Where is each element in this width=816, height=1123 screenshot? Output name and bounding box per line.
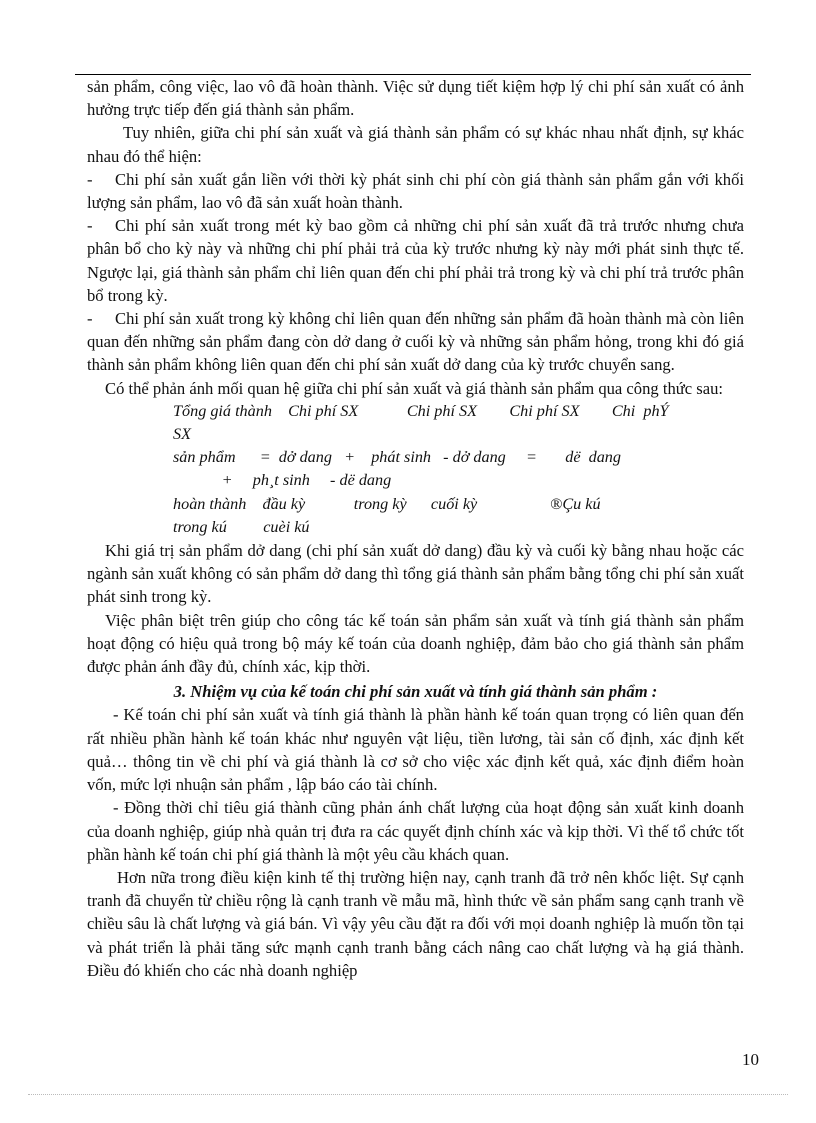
section-heading: 3. Nhiệm vụ của kế toán chi phí sản xuất và tính giá thành sản phẩm : (173, 682, 658, 702)
bullet-item (87, 214, 744, 307)
formula-line: trong kú cuèi kú (173, 517, 310, 536)
formula-line: Tổng giá thành Chi phí SX Chi phí SX Chi phí SX Chi phÝ (173, 401, 669, 420)
formula-line: + ph¸t sinh - dë dang (173, 471, 392, 490)
footer-rule (28, 1094, 788, 1095)
page-number: 10 (742, 1050, 759, 1069)
document-body (87, 75, 744, 982)
paragraph: Việc phân biệt trên giúp cho công tác kế toán sản phẩm sản xuất và tính giá thành sản phẩm hoạt động có hiệu quả trong bộ máy kế toán của doanh nghiệp, đảm bảo cho giá thành sản phẩm được phản ánh đầy đủ, chính xác, kịp thời. (87, 610, 744, 677)
bullet-text: Chi phí sản xuất trong kỳ không chỉ liên quan đến những sản phẩm đã hoàn thành mà còn liên quan đến những sản phẩm đang còn dở dang ở cuối kỳ và những sản phẩm hỏng, trong khi đó giá thành sản phẩm không liên quan đến chi phí sản xuất dở dang của kỳ trước chuyển sang. (87, 309, 744, 375)
bullet-item (87, 703, 744, 796)
bullet-item (87, 168, 744, 214)
bullet-item (87, 796, 744, 866)
paragraph: Hơn nữa trong điều kiện kinh tế thị trường hiện nay, cạnh tranh đã trở nên khốc liệt. Sự cạnh tranh đã chuyển từ chiều rộng là cạnh tranh về mẫu mã, hình thức về sản phẩm sang cạnh tranh về chiều sâu là chất lượng và giá bán. Vì vậy yêu cầu đặt ra đối với mọi doanh nghiệp là muốn tồn tại và phát triển là phải tăng sức mạnh cạnh tranh bằng cách nâng cao chất lượng và hạ giá thành. Điều đó khiến cho các nhà doanh nghiệp (87, 867, 744, 980)
bullet-text: Đồng thời chỉ tiêu giá thành cũng phản ánh chất lượng của hoạt động sản xuất kinh doanh của doanh nghiệp, giúp nhà quản trị đưa ra các quyết định chính xác và kịp thời. Vì thế tổ chức tốt phần hành kế toán chi phí giá thành là một yêu cầu khách quan. (87, 798, 744, 864)
bullet-dash: - (87, 169, 93, 189)
bullet-item (87, 307, 744, 377)
paragraph: sản phẩm, công việc, lao vô đã hoàn thành. Việc sử dụng tiết kiệm hợp lý chi phí sản xuất có ảnh hưởng trực tiếp đến giá thành sản phẩm. (87, 77, 744, 120)
formula-block (87, 400, 744, 539)
formula-line: sản phẩm = dở dang + phát sinh - dở dang = dë dang (173, 448, 621, 467)
bullet-text: Chi phí sản xuất gắn liền với thời kỳ phát sinh chi phí còn giá thành sản phẩm gắn với khối lượng sản phẩm, lao vô đã sản xuất hoàn thành. (87, 169, 744, 213)
formula-intro: Có thể phản ánh mối quan hệ giữa chi phí sản xuất và giá thành sản phẩm qua công thức sau: (105, 378, 723, 398)
bullet-dash: - (113, 705, 119, 725)
bullet-text: Kế toán chi phí sản xuất và tính giá thành là phần hành kế toán quan trọng có liên quan đến rất nhiều phần hành kế toán khác như nguyên vật liệu, tiền lương, tài sản cố định, xác định kết quả… thông tin về chi phí và giá thành là cơ sở cho việc xác định kết quả, xác định điểm hoàn vốn, mức lợi nhuận sản phẩm , lập báo cáo tài chính. (87, 705, 744, 795)
bullet-dash: - (87, 309, 93, 329)
paragraph: Tuy nhiên, giữa chi phí sản xuất và giá thành sản phẩm có sự khác nhau nhất định, sự khác nhau đó thể hiện: (87, 123, 744, 166)
bullet-text: Chi phí sản xuất trong mét kỳ bao gồm cả những chi phí sản xuất đã trả trước nhưng chưa phân bổ cho kỳ này và những chi phí phải trả của kỳ trước nhưng kỳ này mới phát sinh thực tế. Ngược lại, giá thành sản phẩm chỉ liên quan đến chi phí phải trả trong kỳ và chi phí trả trước phân bổ trong kỳ. (87, 216, 744, 305)
formula-line: SX (173, 425, 191, 444)
formula-line: hoàn thành đầu kỳ trong kỳ cuối kỳ ®Çu kú (173, 494, 601, 513)
paragraph: Khi giá trị sản phẩm dở dang (chi phí sản xuất dở dang) đầu kỳ và cuối kỳ bằng nhau hoặc các ngành sản xuất không có sản phẩm dở dang thì tổng giá thành sản phẩm bằng tổng chi phí sản xuất phát sinh trong kỳ. (87, 541, 744, 607)
bullet-dash: - (87, 216, 93, 236)
bullet-dash: - (113, 798, 119, 818)
